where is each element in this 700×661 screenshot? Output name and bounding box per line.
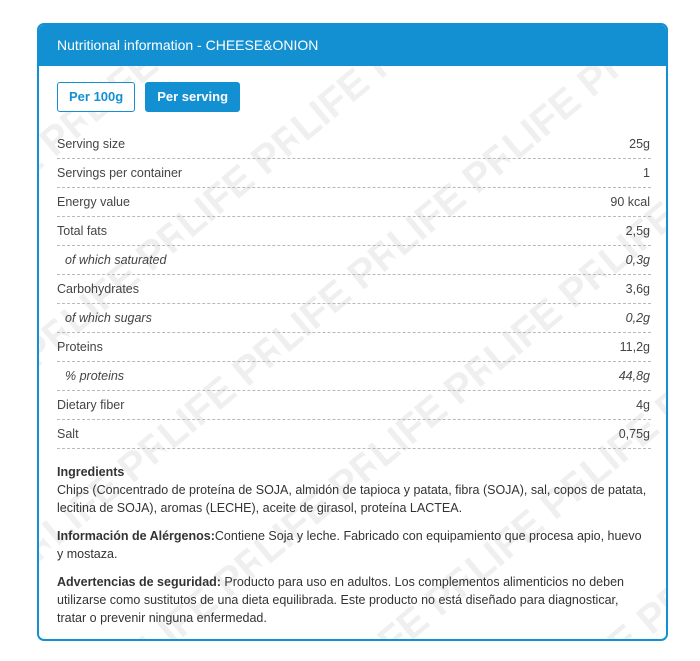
table-row xyxy=(57,159,651,188)
ingredients-section xyxy=(57,463,651,517)
row-label: Serving size xyxy=(57,137,126,151)
row-value: 11,2g xyxy=(619,340,650,354)
row-value: 90 kcal xyxy=(610,195,650,209)
warnings-label: Advertencias de seguridad: xyxy=(57,575,221,589)
row-value: 25g xyxy=(629,137,650,151)
row-label: Dietary fiber xyxy=(57,398,125,412)
row-value: 0,2g xyxy=(625,311,650,325)
row-value: 1 xyxy=(643,166,650,180)
row-label: Carbohydrates xyxy=(57,282,139,296)
tab-per-100g[interactable]: Per 100g xyxy=(57,82,135,112)
table-row xyxy=(57,304,651,333)
ingredients-text: Chips (Concentrado de proteína de SOJA, almidón de tapioca y patata, fibra (SOJA), sal, copos de patata, lecitina de SOJA), aromas (LECHE), aceite de girasol, proteína LACTEA. xyxy=(57,483,647,515)
row-label: Energy value xyxy=(57,195,130,209)
table-row xyxy=(57,217,651,246)
row-label: Proteins xyxy=(57,340,103,354)
ingredients-title: Ingredients xyxy=(57,465,125,479)
table-row xyxy=(57,246,651,275)
table-row xyxy=(57,420,651,449)
row-label: Total fats xyxy=(57,224,108,238)
unit-tabs xyxy=(57,66,651,114)
allergens-label: Información de Alérgenos: xyxy=(57,529,215,543)
row-label: of which sugars xyxy=(65,311,152,325)
panel-title: Nutritional information - CHEESE&ONION xyxy=(39,25,666,66)
row-value: 0,75g xyxy=(618,427,650,441)
nutrition-table xyxy=(57,130,651,449)
row-value: 44,8g xyxy=(618,369,650,383)
allergens-section xyxy=(57,527,651,563)
warnings-text: Producto para uso en adultos. Los complementos alimenticios no deben utilizarse como sustitutos de una dieta equilibrada. Este producto no está diseñado para diagnosticar, tratar o prevenir ninguna enfermedad. xyxy=(57,575,624,625)
row-label: Servings per container xyxy=(57,166,183,180)
row-value: 2,5g xyxy=(625,224,650,238)
row-value: 4g xyxy=(636,398,650,412)
table-row xyxy=(57,188,651,217)
allergens-text: Contiene Soja y leche. Fabricado con equipamiento que procesa apio, huevo y mostaza. xyxy=(57,529,642,561)
nutrition-panel xyxy=(37,23,668,641)
row-label: Salt xyxy=(57,427,79,441)
row-label: of which saturated xyxy=(65,253,167,267)
warnings-section xyxy=(57,573,651,627)
row-value: 0,3g xyxy=(625,253,650,267)
table-row xyxy=(57,362,651,391)
tab-per-serving[interactable]: Per serving xyxy=(145,82,240,112)
table-row xyxy=(57,275,651,304)
table-row xyxy=(57,391,651,420)
row-label: % proteins xyxy=(65,369,125,383)
table-row xyxy=(57,130,651,159)
row-value: 3,6g xyxy=(625,282,650,296)
table-row xyxy=(57,333,651,362)
